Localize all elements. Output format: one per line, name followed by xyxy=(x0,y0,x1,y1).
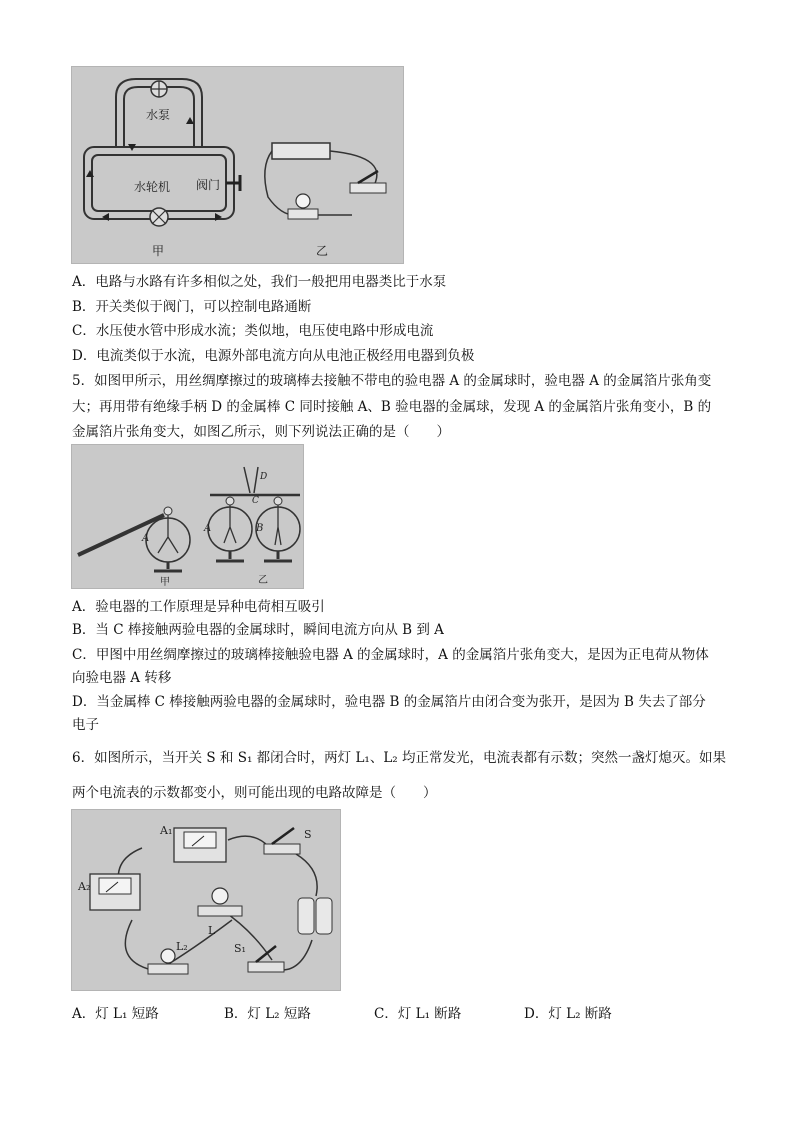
turbine-label: 水轮机 xyxy=(134,180,171,194)
fig-jia-label: 甲 xyxy=(160,577,170,588)
ammeter-a2 xyxy=(90,874,140,910)
q6-option-c: C．灯 L₁ 断路 xyxy=(374,1006,462,1022)
bulb-l1-icon xyxy=(198,888,242,916)
label-a-jia: A xyxy=(142,533,150,544)
electroscope-a-jia xyxy=(146,507,190,571)
q4-option-a: A．电路与水路有许多相似之处，我们一般把用电器类比于水泵 xyxy=(72,274,447,290)
bulb-icon xyxy=(288,194,318,219)
label-s1: S₁ xyxy=(234,942,246,955)
pump-label: 水泵 xyxy=(146,108,171,122)
label-b-yi: B xyxy=(256,523,264,534)
q4-option-c: C．水压使水管中形成水流；类似地，电压使电路中形成电流 xyxy=(72,323,434,339)
fig-yi-label: 乙 xyxy=(258,575,268,586)
q5-option-d-line2: 电子 xyxy=(72,717,99,733)
q6-stem-line2: 两个电流表的示数都变小，则可能出现的电路故障是（ ） xyxy=(72,785,437,801)
q5-option-b: B．当 C 棒接触两验电器的金属球时，瞬间电流方向从 B 到 A xyxy=(72,622,444,638)
label-s: S xyxy=(304,828,312,841)
q5-option-d-line1: D．当金属棒 C 棒接触两验电器的金属球时，验电器 B 的金属箔片由闭合变为张开，是因为 B 失去了部分 xyxy=(72,694,706,710)
q5-option-a: A．验电器的工作原理是异种电荷相互吸引 xyxy=(72,599,325,615)
q5-stem-line3: 金属箔片张角变大，如图乙所示，则下列说法正确的是（ ） xyxy=(72,424,450,440)
switch-s1-icon xyxy=(248,946,284,972)
label-a-yi: A xyxy=(204,523,212,534)
switch-icon xyxy=(350,171,386,193)
q6-diagram xyxy=(72,810,340,990)
q5-diagram xyxy=(72,445,303,588)
label-a1: A₁ xyxy=(160,824,173,837)
switch-s-icon xyxy=(264,828,300,854)
q4-option-b: B．开关类似于阀门，可以控制电路通断 xyxy=(72,299,312,315)
label-d: D xyxy=(260,472,268,482)
insulating-handle-d xyxy=(244,467,258,493)
q6-stem-line1: 6．如图所示，当开关 S 和 S₁ 都闭合时，两灯 L₁、L₂ 均正常发光，电流表都有示数；突然一盏灯熄灭。如果 xyxy=(72,750,726,766)
electroscope-a-yi xyxy=(208,497,252,561)
q5-option-c-line2: 向验电器 A 转移 xyxy=(72,670,172,686)
valve-label: 阀门 xyxy=(196,178,221,192)
q6-option-b: B．灯 L₂ 短路 xyxy=(224,1006,311,1022)
q6-figure xyxy=(71,809,341,991)
label-l: L xyxy=(208,924,216,937)
q4-figure xyxy=(71,66,404,264)
q5-option-c-line1: C．甲图中用丝绸摩擦过的玻璃棒接触验电器 A 的金属球时，A 的金属箔片张角变大，是因为正电荷从物体 xyxy=(72,647,709,663)
battery-icon xyxy=(298,898,332,934)
label-a2: A₂ xyxy=(78,880,91,893)
label-l2: L₂ xyxy=(176,940,188,953)
pump-icon xyxy=(151,81,167,97)
label-c: C xyxy=(252,496,259,506)
fig-yi-label: 乙 xyxy=(316,244,329,258)
q4-option-d: D．电流类似于水流，电源外部电流方向从电池正极经用电器到负极 xyxy=(72,348,475,364)
ammeter-a1 xyxy=(174,828,226,862)
q5-figure xyxy=(71,444,304,589)
q4-diagram xyxy=(72,67,403,263)
q6-option-a: A．灯 L₁ 短路 xyxy=(72,1006,159,1022)
q5-stem-line2: 大；再用带有绝缘手柄 D 的金属棒 C 同时接触 A、B 验电器的金属球，发现 A 的金属箔片张角变小，B 的 xyxy=(72,399,712,415)
q6-option-d: D．灯 L₂ 断路 xyxy=(524,1006,612,1022)
q5-stem-line1: 5．如图甲所示，用丝绸摩擦过的玻璃棒去接触不带电的验电器 A 的金属球时，验电器 A 的金属箔片张角变 xyxy=(72,373,712,389)
fig-jia-label: 甲 xyxy=(152,244,165,258)
turbine-icon xyxy=(150,208,168,226)
glass-rod xyxy=(78,515,164,555)
